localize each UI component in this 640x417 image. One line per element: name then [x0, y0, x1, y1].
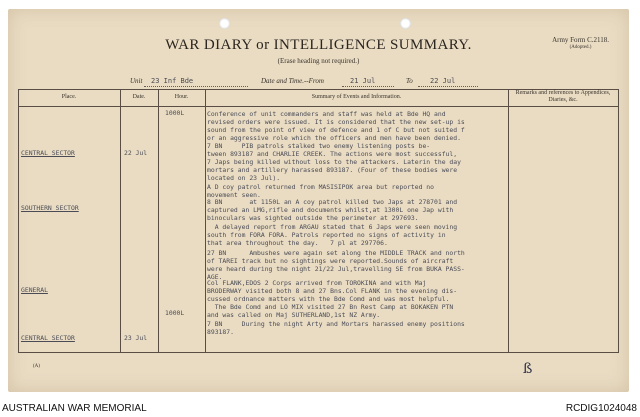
summary-line: were heard during the night 21/22 Jul,travelling SE from BUKA PASS- [207, 265, 465, 273]
summary-line: or an aggressive role which the officers and men have been denied. [207, 134, 461, 142]
header-hour: Hour. [174, 94, 189, 100]
summary-line: movement seen. [207, 191, 261, 199]
to-label: To [406, 77, 413, 85]
army-form-adopted: (Adopted.) [569, 44, 592, 50]
summary-line: located on 23 Jul). [207, 174, 281, 182]
document-title: WAR DIARY or INTELLIGENCE SUMMARY. [165, 37, 472, 53]
header-remarks: Remarks and references to Appendices, Diaries, &c. [515, 90, 611, 103]
summary-line: 7 BN During the night Arty and Mortars harassed enemy positions [207, 320, 465, 328]
summary-line: that area throughout the day. 7 pl at 297706. [207, 239, 388, 247]
table-left-rule [18, 89, 19, 352]
date-entry: 22 Jul [124, 149, 148, 157]
summary-line: 7 Japs being killed without loss to the attackers. Laterin the day [207, 158, 461, 166]
summary-line: Conference of unit commanders and staff was held at Bde HQ and [207, 110, 446, 118]
summary-line: tween 893187 and CHARLIE CREEK. The actions were most successful, [207, 150, 458, 158]
archive-reference: RCDIG1024048 [565, 403, 637, 414]
hour-entry: 1000L [165, 109, 185, 117]
summary-line: Col FLANK,EDOS 2 Corps arrived from TOROKINA and with Maj [207, 279, 427, 287]
date-time-label: Date and Time.--From [261, 77, 324, 85]
summary-line: and was called on Maj SUTHERLAND,1st NZ Army. [207, 311, 381, 319]
table-bottom-rule [18, 352, 619, 353]
army-form-number: Army Form C.2118. [552, 36, 609, 44]
date-from-value: 21 Jul [350, 77, 376, 85]
header-place: Place. [61, 94, 77, 100]
summary-line: 893187. [207, 328, 234, 336]
table-header-rule [18, 106, 619, 107]
summary-line: mortars and artillery harassed 893187. (Four of these bodies were [207, 166, 458, 174]
army-form-label [552, 37, 609, 50]
unit-label: Unit [130, 77, 143, 85]
summary-line: binoculars was sighted outside the perimeter at 297693. [207, 214, 419, 222]
footnote-mark: (A) [33, 364, 40, 369]
date-to-value: 22 Jul [430, 77, 456, 85]
col-rule-hour [158, 89, 159, 352]
punch-hole [400, 18, 411, 29]
summary-line: 7 BN PIB patrols stalked two enemy listening posts be- [207, 142, 431, 150]
summary-line: 8 BN at 1150L an A coy patrol killed two Japs at 278701 and [207, 198, 458, 206]
col-rule-remarks [508, 89, 509, 352]
unit-value: 23 Inf Bde [151, 77, 194, 85]
header-date: Date. [132, 94, 146, 100]
from-dotted-line [342, 86, 394, 87]
col-rule-date [120, 89, 121, 352]
summary-line: A delayed report from ARGAU stated that 6 Japs were seen moving [207, 223, 458, 231]
place-entry: GENERAL [21, 286, 48, 294]
summary-line: of TAREI track but no sightings were reported.Sounds of aircraft [207, 257, 454, 265]
place-entry: CENTRAL SECTOR [21, 149, 75, 157]
unit-dotted-line [144, 86, 248, 87]
summary-line: south from FORA FORA. Patrols reported no signs of activity in [207, 231, 446, 239]
summary-line: AGE. [207, 273, 223, 281]
handwritten-mark: ß [523, 361, 533, 377]
to-dotted-line [418, 86, 478, 87]
war-diary-sheet [8, 9, 629, 392]
archive-credit: AUSTRALIAN WAR MEMORIAL [2, 403, 147, 414]
document-subtitle: (Erase heading not required.) [277, 57, 360, 65]
col-rule-summary [205, 89, 206, 352]
place-entry: CENTRAL SECTOR [21, 334, 75, 342]
summary-line: BRODERWAY visited both 8 and 27 Bns.Col FLANK in the evening dis- [207, 287, 458, 295]
hour-entry: 1000L [165, 309, 185, 317]
summary-line: cussed ordnance matters with the Bde Comd and was most helpful. [207, 295, 450, 303]
summary-line: A D coy patrol returned from MASISIPOK area but reported no [207, 183, 435, 191]
punch-hole [219, 18, 230, 29]
table-right-rule [618, 89, 619, 352]
summary-line: 27 BN Ambushes were again set along the MIDDLE TRACK and north [207, 249, 465, 257]
summary-line: The Bde Comd and LO MIX visited 27 Bn Rest Camp at BOKAKEN PTN [207, 303, 454, 311]
summary-line: revised orders were issued. It is considered that the new set-up is [207, 118, 465, 126]
summary-line: captured an LMG,rifle and documents whilst,at 1300L one Jap with [207, 206, 454, 214]
date-entry: 23 Jul [124, 334, 148, 342]
header-summary: Summary of Events and Information. [311, 94, 402, 100]
summary-line: sound from the point of view of defence and 1 of C but not suited f [207, 126, 465, 134]
place-entry: SOUTHERN SECTOR [21, 204, 79, 212]
